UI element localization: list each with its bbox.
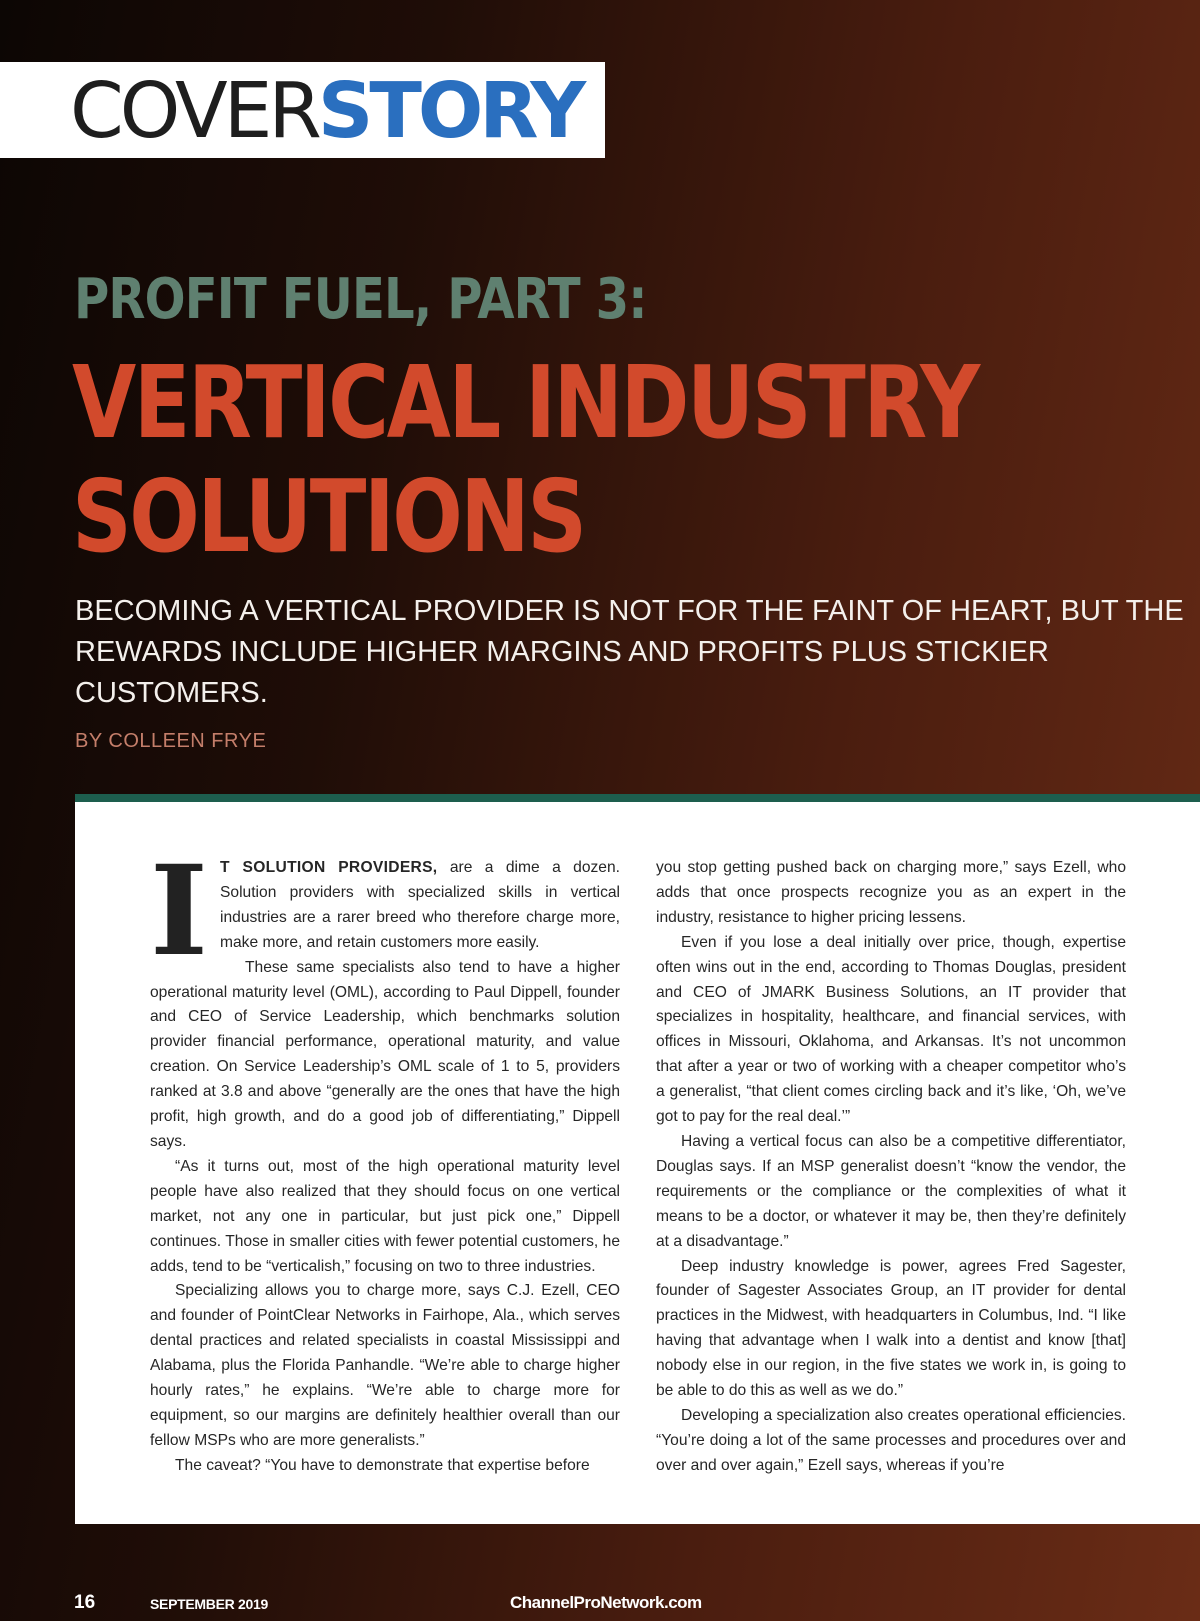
drop-cap: I xyxy=(150,839,209,984)
body-column-right xyxy=(656,856,1126,1479)
website-url: ChannelProNetwork.com xyxy=(510,1593,702,1612)
article-deck: BECOMING A VERTICAL PROVIDER IS NOT FOR THE FAINT OF HEART, BUT THE REWARDS INCLUDE HIGHER MARGINS AND PROFITS PLUS STICKIER CUSTOMERS. xyxy=(75,595,1184,709)
section-label-story: STORY xyxy=(317,67,583,156)
cover-story-banner xyxy=(0,62,605,158)
body-paragraph: “As it turns out, most of the high operational maturity level people have also realized that they should focus on one vertical market, not any one in particular, but just pick one,” Dippell continues. Those in smaller cities with fewer potential customers, he adds, tend to be “verticalish,” focusing on two to three industries. xyxy=(150,1157,620,1275)
body-paragraph: Even if you lose a deal initially over price, though, expertise often wins out in the end, according to Thomas Douglas, president and CEO of JMARK Business Solutions, an IT provider that specializes in hospitality, healthcare, and financial services, with offices in Missouri, Oklahoma, and Arkansas. It’s not uncommon that after a year or two of working with a cheaper competitor who’s a generalist, “that client comes circling back and it’s like, ‘Oh, we’ve got to pay for the real deal.’” xyxy=(656,933,1126,1126)
lead-paragraph xyxy=(150,839,620,984)
body-column-left xyxy=(150,839,620,1479)
lead-in: T SOLUTION PROVIDERS, xyxy=(220,859,438,876)
headline-line-2: SOLUTIONS xyxy=(72,458,585,575)
body-paragraph: you stop getting pushed back on charging more,” says Ezell, who adds that once prospects recognize you as an expert in the industry, resistance to higher pricing lessens. xyxy=(656,859,1126,926)
body-paragraph: The caveat? “You have to demonstrate that expertise before xyxy=(175,1456,590,1474)
body-paragraph: Developing a specialization also creates operational efficiencies. “You’re doing a lot of the same processes and procedures over and over and over again,” Ezell says, whereas if you’re xyxy=(656,1406,1126,1474)
section-label-cover: COVER xyxy=(70,67,318,156)
divider-rule xyxy=(75,794,1200,802)
section-label xyxy=(70,67,583,156)
issue-date: SEPTEMBER 2019 xyxy=(150,1596,268,1612)
body-paragraph: These same specialists also tend to have a higher operational maturity level (OML), according to Paul Dippell, founder and CEO of Service Leadership, which benchmarks solution provider financial performance, operational maturity, and value creation. On Service Leadership’s OML scale of 1 to 5, providers ranked at 3.8 and above “generally are the ones that have the high profit, high growth, and do a good job of differentiating,” Dippell says. xyxy=(150,958,620,1150)
page-number: 16 xyxy=(74,1592,96,1613)
headline-line-1: VERTICAL INDUSTRY xyxy=(72,344,978,461)
body-paragraph: Deep industry knowledge is power, agrees Fred Sagester, founder of Sagester Associates Group, an IT provider for dental practices in the Midwest, with headquarters in Columbus, Ind. “I like having that advantage when I walk into a dentist and know [that] nobody else in our region, in the five states we work in, is going to be able to do this as well as we do.” xyxy=(656,1257,1126,1400)
lead-paragraph-text: are a dime a dozen. Solution providers with specialized skills in vertical industries are a rarer breed who therefore charge more, make more, and retain customers more easily. xyxy=(220,859,620,951)
body-paragraph: Having a vertical focus can also be a competitive differentiator, Douglas says. If an MSP generalist doesn’t “know the vendor, the requirements or the compliance or the complexities of what it means to be a doctor, or whatever it may be, then they’re definitely at a disadvantage.” xyxy=(656,1132,1126,1250)
article-headline xyxy=(72,346,978,574)
article-byline: BY COLLEEN FRYE xyxy=(75,730,267,752)
body-paragraph: Specializing allows you to charge more, says C.J. Ezell, CEO and founder of PointClear Networks in Fairhope, Ala., which serves dental practices and related specialists in coastal Mississippi and Alabama, plus the Florida Panhandle. “We’re able to charge higher hourly rates,” he explains. “We’re able to charge more for equipment, so our margins are definitely healthier overall than our fellow MSPs who are more generalists.” xyxy=(150,1282,620,1449)
article-kicker: PROFIT FUEL, PART 3: xyxy=(74,267,647,332)
